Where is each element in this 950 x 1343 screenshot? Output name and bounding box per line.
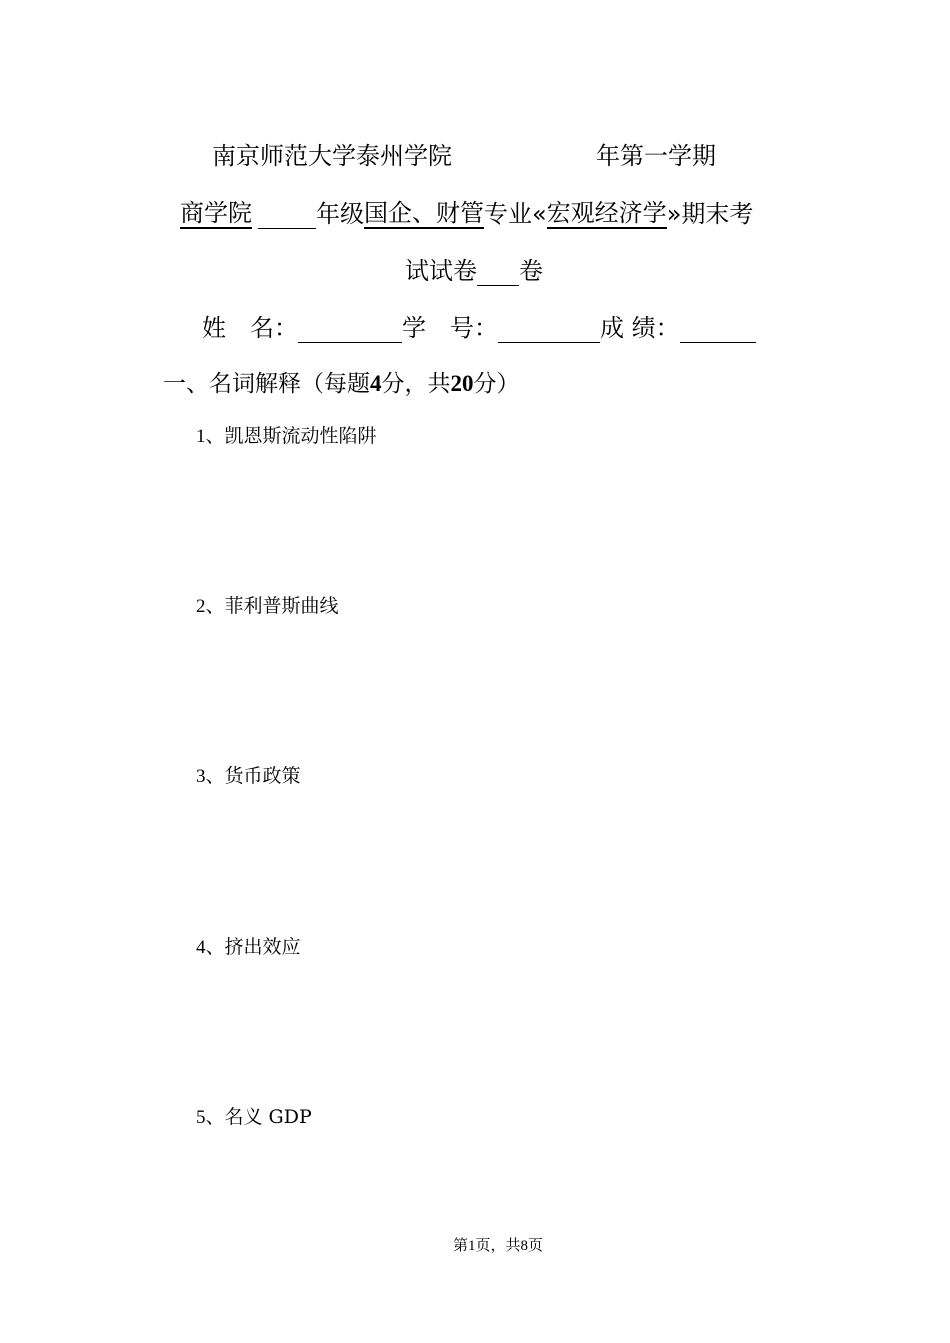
exam-title-line — [180, 199, 753, 229]
footer-mid: 页，共 — [475, 1236, 521, 1254]
question-number: 5 — [196, 1107, 206, 1128]
page-number: 1 — [468, 1238, 476, 1254]
grade-blank — [258, 202, 316, 229]
student-info-line — [202, 313, 756, 343]
footer-prefix: 第 — [453, 1236, 469, 1254]
question-text: 凯恩斯流动性陷阱 — [224, 425, 377, 447]
question-separator: 、 — [205, 1107, 225, 1128]
question-number: 3 — [196, 766, 206, 787]
question-number: 4 — [196, 937, 206, 958]
major-names: 国企、财管 — [364, 199, 484, 227]
paper-version-blank — [477, 259, 519, 286]
question-number: 2 — [196, 596, 206, 617]
college-name: 商学院 — [180, 199, 252, 227]
question-item — [196, 423, 377, 450]
course-name: 宏观经济学 — [546, 199, 667, 227]
exam-type-label: »期末考 — [666, 200, 754, 228]
question-separator: 、 — [205, 766, 225, 787]
question-separator: 、 — [205, 937, 225, 958]
paper-version-line — [405, 256, 543, 286]
question-item — [196, 934, 301, 961]
question-item — [196, 593, 339, 620]
student-id-label: 学 号： — [402, 314, 498, 342]
score-blank[interactable] — [680, 316, 756, 343]
question-item — [196, 763, 301, 790]
question-text: 挤出效应 — [224, 936, 301, 958]
total-pages: 8 — [520, 1238, 529, 1254]
name-blank[interactable] — [298, 316, 402, 343]
section-heading — [163, 369, 520, 399]
student-id-blank[interactable] — [498, 316, 600, 343]
school-name: 南京师范大学泰州学院 — [212, 142, 452, 170]
section-title-prefix: 一、名词解释（每题 — [163, 371, 370, 397]
question-number: 1 — [196, 426, 206, 447]
major-label: 专业« — [484, 200, 547, 228]
question-text: 名义 GDP — [224, 1106, 312, 1128]
question-item — [196, 1104, 312, 1131]
paper-label: 试试卷 — [405, 257, 477, 285]
page-footer — [453, 1235, 543, 1256]
question-text: 菲利普斯曲线 — [224, 595, 339, 617]
footer-suffix: 页 — [528, 1236, 544, 1254]
name-label: 姓 名： — [202, 314, 298, 342]
section-title-mid: 分，共 — [381, 371, 451, 397]
question-separator: 、 — [205, 596, 225, 617]
points-total: 20 — [450, 371, 474, 396]
score-label: 成 绩： — [600, 314, 680, 342]
question-separator: 、 — [205, 426, 225, 447]
grade-label: 年级 — [316, 200, 364, 228]
section-title-suffix: 分） — [473, 371, 520, 397]
paper-suffix: 卷 — [519, 257, 543, 285]
points-each: 4 — [370, 371, 382, 396]
semester-label: 年第一学期 — [596, 142, 716, 170]
question-text: 货币政策 — [224, 765, 301, 787]
